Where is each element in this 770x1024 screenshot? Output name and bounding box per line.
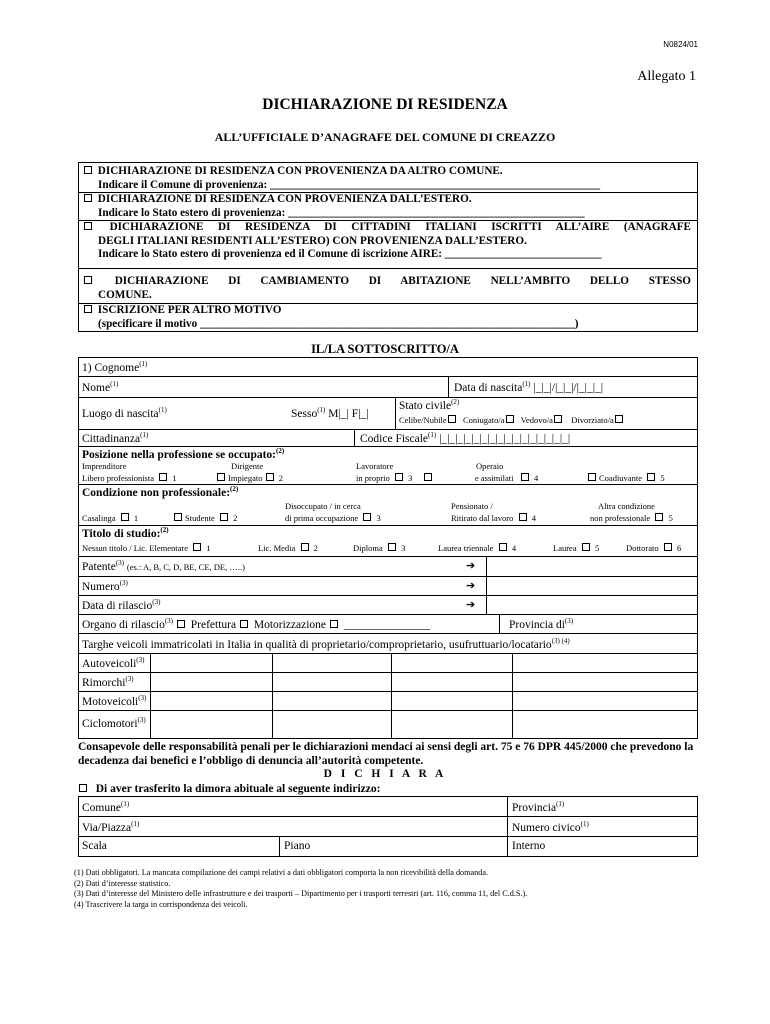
note-ref: (3): [136, 656, 145, 664]
divider: [79, 268, 697, 269]
option-detail: (specificare il motivo ___________________________________________________________________): [98, 317, 579, 330]
interno-field[interactable]: Interno: [512, 840, 546, 852]
row-luogo-sesso: [79, 398, 697, 430]
assimilati-label: e assimilati: [475, 473, 514, 483]
provincia-rilascio-label: Provincia di: [509, 618, 565, 631]
option-altro-motivo: [83, 304, 691, 331]
scala-field[interactable]: Scala: [82, 840, 107, 852]
row-veicolo: [79, 673, 697, 692]
note-ref: (3): [137, 716, 146, 724]
divider: [486, 557, 487, 576]
pensionato-label-cont: Ritirato dal lavoro: [451, 513, 514, 523]
disoccupato-label-cont: di prima occupazione: [285, 513, 359, 523]
cittadinanza-field[interactable]: [82, 431, 148, 445]
option-altro-comune: [83, 165, 691, 192]
operaio-label: Operaio: [476, 461, 504, 471]
divider: [499, 615, 500, 633]
in-proprio-label: in proprio: [356, 473, 390, 483]
celibe-label: Celibe/Nubile: [399, 415, 447, 425]
cognome-label: 1) Cognome: [82, 361, 140, 374]
dirigente-label: Dirigente: [231, 461, 264, 471]
row-via: [79, 817, 697, 837]
civico-label: Numero civico: [512, 821, 581, 834]
checkbox[interactable]: [424, 473, 432, 481]
divorziato-checkbox[interactable]: [615, 415, 623, 423]
impiegato-label: Impiegato: [228, 473, 263, 483]
option-number: 1: [206, 543, 211, 553]
footnote: (4) Trascrivere la targa in corrispondenza dei veicoli.: [74, 899, 248, 909]
divider: [279, 837, 280, 857]
veicolo-label: Rimorchi: [82, 676, 126, 689]
note-ref: (1): [580, 820, 589, 828]
codice-fiscale-field[interactable]: [360, 431, 570, 445]
codice-fiscale-mask: |_|_|_|_|_|_|_|_|_|_|_|_|_|_|_|_|: [439, 432, 571, 445]
note-ref: (3): [152, 598, 161, 606]
row-veicolo: [79, 711, 697, 738]
libero-label: Libero professionista: [82, 473, 154, 483]
divider: [448, 377, 449, 397]
checkbox[interactable]: [84, 194, 92, 202]
dottorato-label: Dottorato: [626, 543, 659, 553]
prefettura-checkbox[interactable]: [177, 620, 185, 628]
footnote: (2) Dati d’interesse statistico.: [74, 878, 171, 888]
pensionato-label: Pensionato /: [451, 501, 493, 511]
vedovo-label: Vedovo/a: [520, 415, 553, 425]
option-label: DICHIARAZIONE DI RESIDENZA DI CITTADINI ITALIANI ISCRITTI ALL’AIRE (ANAGRAFE: [109, 221, 691, 233]
via-label: Via/Piazza: [82, 821, 132, 834]
form-code: N0824/01: [663, 40, 698, 49]
option-number: 3: [408, 473, 413, 483]
note-ref: (1): [428, 431, 437, 439]
altra-condizione-label-cont: non professionale: [590, 513, 651, 523]
footnote: (3) Dati d’interesse del Ministero delle infrastrutture e dei trasporti – Dipartimento per i trasporti terrestri (art. 116, comma 11, del C.d.S.).: [74, 889, 528, 899]
veicolo-label: Ciclomotori: [82, 717, 138, 730]
note-ref: (1): [131, 820, 140, 828]
note-ref: (3) (4): [551, 637, 570, 645]
divider: [507, 797, 508, 816]
coniugato-label: Coniugato/a: [462, 415, 505, 425]
address-table: [78, 796, 698, 857]
row-titolo-studio: [79, 526, 697, 557]
studente-box[interactable]: [174, 513, 182, 521]
option-number: 3: [376, 513, 381, 523]
row-professione: [79, 447, 697, 485]
option-number: 5: [594, 543, 600, 553]
note-ref: (3): [119, 579, 128, 587]
note-ref: (1): [522, 380, 531, 388]
note-ref: (1): [317, 406, 326, 414]
vedovo-checkbox[interactable]: [554, 415, 562, 423]
luogo-nascita-field[interactable]: [82, 406, 167, 420]
disoccupato-label: Disoccupato / in cerca: [285, 501, 361, 511]
nessun-titolo-label: Nessun titolo / Lic. Elementare: [82, 543, 188, 553]
via-field[interactable]: [82, 820, 139, 834]
checkbox[interactable]: [84, 305, 92, 313]
disoccupato-checkbox[interactable]: [363, 513, 371, 521]
row-cognome[interactable]: [79, 358, 697, 377]
row-veicolo: [79, 692, 697, 711]
sesso-field[interactable]: [291, 406, 368, 420]
dimora-label: Di aver trasferito la dimora abituale al seguente indirizzo:: [95, 783, 381, 795]
option-number: 5: [660, 473, 665, 483]
section-title: IL/LA SOTTOSCRITTO/A: [311, 342, 459, 356]
option-detail: Indicare il Comune di provenienza: ___________________________________________________________: [98, 178, 601, 191]
row-veicolo: [79, 654, 697, 673]
option-aire: [83, 221, 691, 262]
row-patente: [79, 557, 697, 577]
option-detail: Indicare lo Stato estero di provenienza ed il Comune di iscrizione AIRE: ____________________________: [98, 248, 602, 260]
note-ref: (3): [115, 559, 125, 567]
coadiuvante-label: Coadiuvante: [599, 473, 642, 483]
dirigente-checkbox[interactable]: [266, 473, 274, 481]
divider: [507, 817, 508, 836]
comune-label: Comune: [82, 801, 121, 814]
divider: [486, 596, 487, 614]
divider: [486, 577, 487, 595]
veicolo-label: Motoveicoli: [82, 695, 139, 708]
piano-field[interactable]: Piano: [284, 840, 311, 852]
cittadinanza-label: Cittadinanza: [82, 432, 141, 445]
note-ref: (3): [138, 694, 147, 702]
option-number: 1: [133, 513, 139, 523]
dichiara-heading: D I C H I A R A: [323, 768, 447, 780]
option-estero: [83, 193, 691, 220]
option-label: DICHIARAZIONE DI RESIDENZA CON PROVENIENZA DALL’ESTERO.: [97, 193, 472, 205]
motorizzazione-label: Motorizzazione: [253, 618, 327, 631]
note-ref: (1): [139, 360, 148, 368]
arrow-right-icon: ➔: [466, 560, 476, 572]
divider: [395, 398, 396, 429]
row-numero: [79, 577, 697, 596]
comune-field[interactable]: [82, 800, 129, 814]
note-ref: (1): [556, 800, 565, 808]
studio-title: Titolo di studio:: [82, 527, 161, 540]
studente-checkbox[interactable]: [220, 513, 228, 521]
note-ref: (2): [160, 526, 169, 534]
imprenditore-label: Imprenditore: [82, 461, 127, 471]
provincia-label: Provincia: [512, 801, 557, 814]
declaration-text: Consapevole delle responsabilità penali per le dichiarazioni mendaci ai sensi degli art. 75 e 76 DPR 445/2000 che prevedono la decadenza dai benefici e l’obbligo di denuncia all’autorità competente.: [78, 741, 694, 767]
provincia-field[interactable]: [512, 800, 564, 814]
option-number: 4: [533, 473, 539, 483]
arrow-right-icon: ➔: [466, 599, 476, 611]
motorizzazione-checkbox[interactable]: [240, 620, 248, 628]
studente-label: Studente: [185, 513, 215, 523]
libero-checkbox[interactable]: [159, 473, 167, 481]
casalinga-checkbox[interactable]: [121, 513, 129, 521]
patente-label: Patente: [82, 560, 116, 573]
data-nascita-label: Data di nascita: [454, 381, 523, 394]
laurea-label: Laurea: [553, 543, 577, 553]
row-condizione: [79, 485, 697, 526]
lic-media-label: Lic. Media: [258, 543, 296, 553]
organo-label: Organo di rilascio: [82, 618, 165, 631]
row-scala: [79, 837, 697, 857]
nome-label: Nome: [82, 381, 111, 394]
personal-data-table: [78, 357, 698, 739]
altro-organo-checkbox[interactable]: [330, 620, 338, 628]
coadiuvante-box[interactable]: [588, 473, 596, 481]
note-ref: (3): [564, 617, 574, 625]
option-label: DICHIARAZIONE DI CAMBIAMENTO DI ABITAZIONE NELL’AMBITO DELLO STESSO: [114, 275, 691, 287]
celibe-checkbox[interactable]: [448, 415, 456, 423]
note-ref: (1): [140, 431, 149, 439]
option-number: 5: [668, 513, 673, 523]
note-ref: (1): [110, 380, 119, 388]
coadiuvante-checkbox[interactable]: [647, 473, 655, 481]
condizione-title: Condizione non professionale:: [82, 486, 231, 499]
dimora-checkbox[interactable]: [79, 784, 87, 792]
row-data-rilascio: [79, 596, 697, 615]
divider: [507, 837, 508, 857]
allegato-label: Allegato 1: [637, 69, 696, 84]
checkbox[interactable]: [84, 166, 92, 174]
option-label: ISCRIZIONE PER ALTRO MOTIVO: [97, 304, 282, 316]
sesso-label: Sesso: [291, 407, 318, 420]
casalinga-label: Casalinga: [82, 513, 116, 523]
data-nascita-mask: |_|_|/|_|_|/|_|_|_|: [533, 381, 604, 394]
patente-note: (es.: A, B, C, D, BE, CE, DE, …..): [126, 561, 245, 572]
row-nome: [79, 377, 697, 398]
row-cittadinanza: [79, 430, 697, 447]
codice-fiscale-label: Codice Fiscale: [360, 432, 429, 445]
footnotes: [74, 868, 527, 910]
operaio-checkbox[interactable]: [521, 473, 529, 481]
divider: [354, 430, 355, 446]
veicolo-label: Autoveicoli: [82, 657, 137, 670]
data-rilascio-label: Data di rilascio: [82, 599, 153, 612]
sesso-mask: M|_| F|_|: [328, 407, 369, 420]
prefettura-label: Prefettura: [190, 618, 237, 631]
altra-condizione-checkbox[interactable]: [655, 513, 663, 521]
note-ref: (2): [451, 398, 460, 406]
in-proprio-checkbox[interactable]: [395, 473, 403, 481]
note-ref: (1): [120, 800, 130, 808]
numero-label: Numero: [82, 580, 120, 593]
dottorato-checkbox[interactable]: [664, 543, 672, 551]
veicoli-title: Targhe veicoli immatricolati in Italia in qualità di proprietario/comproprietario, usufruttuario/locatario: [82, 638, 552, 651]
option-number: 2: [233, 513, 238, 523]
professione-title: Posizione nella professione se occupato:: [82, 448, 276, 461]
data-nascita-field[interactable]: [454, 380, 603, 394]
stato-civile-label: Stato civile: [399, 399, 452, 412]
row-organo-rilascio: [79, 615, 697, 634]
altra-condizione-label: Altra condizione: [598, 501, 655, 511]
row-comune: [79, 797, 697, 817]
checkbox[interactable]: [84, 222, 92, 230]
diploma-label: Diploma: [353, 543, 383, 553]
declaration-type-box: [78, 162, 698, 332]
arrow-right-icon: ➔: [466, 580, 476, 592]
luogo-nascita-label: Luogo di nascita: [82, 407, 159, 420]
altro-organo-blank: _______________: [343, 618, 431, 631]
footnote: (1) Dati obbligatori. La mancata compilazione dei campi relativi a dati obbligatori comporta la non ricevibilità della domanda.: [74, 868, 489, 877]
option-label-cont: DEGLI ITALIANI RESIDENTI ALL’ESTERO) CON PROVENIENZA DALL’ESTERO.: [98, 234, 527, 247]
pensionato-checkbox[interactable]: [519, 513, 527, 521]
note-ref: (3): [125, 675, 134, 683]
divorziato-label: Divorziato/a: [571, 415, 614, 425]
page-subtitle: ALL’UFFICIALE D’ANAGRAFE DEL COMUNE DI CREAZZO: [214, 130, 556, 144]
row-veicoli-title: [79, 634, 697, 654]
option-number: 6: [676, 543, 682, 553]
option-label: DICHIARAZIONE DI RESIDENZA CON PROVENIENZA DA ALTRO COMUNE.: [97, 165, 503, 177]
option-cambio-abitazione: [83, 275, 691, 302]
laurea-triennale-checkbox[interactable]: [499, 543, 507, 551]
note-ref: (2): [276, 447, 285, 455]
impiegato-box[interactable]: [217, 473, 225, 481]
nessun-titolo-checkbox[interactable]: [193, 543, 201, 551]
option-number: 4: [511, 543, 517, 553]
option-detail: Indicare lo Stato estero di provenienza: _____________________________________________________: [98, 206, 585, 219]
laurea-triennale-label: Laurea triennale: [438, 543, 494, 553]
lavoratore-label: Lavoratore: [356, 461, 394, 471]
coniugato-checkbox[interactable]: [506, 415, 514, 423]
option-number: 1: [172, 473, 177, 483]
civico-field[interactable]: [512, 820, 589, 834]
option-number: 3: [401, 543, 406, 553]
dimora-option: [78, 783, 380, 795]
laurea-checkbox[interactable]: [582, 543, 590, 551]
note-ref: (1): [158, 406, 167, 414]
option-label-cont: COMUNE.: [98, 288, 152, 301]
lic-media-checkbox[interactable]: [301, 543, 309, 551]
option-number: 4: [531, 513, 536, 523]
checkbox[interactable]: [84, 276, 92, 284]
note-ref: (3): [164, 617, 173, 625]
diploma-checkbox[interactable]: [388, 543, 396, 551]
option-number: 2: [278, 473, 283, 483]
option-number: 2: [313, 543, 318, 553]
page-title: DICHIARAZIONE DI RESIDENZA: [262, 96, 508, 113]
note-ref: (2): [230, 485, 239, 493]
